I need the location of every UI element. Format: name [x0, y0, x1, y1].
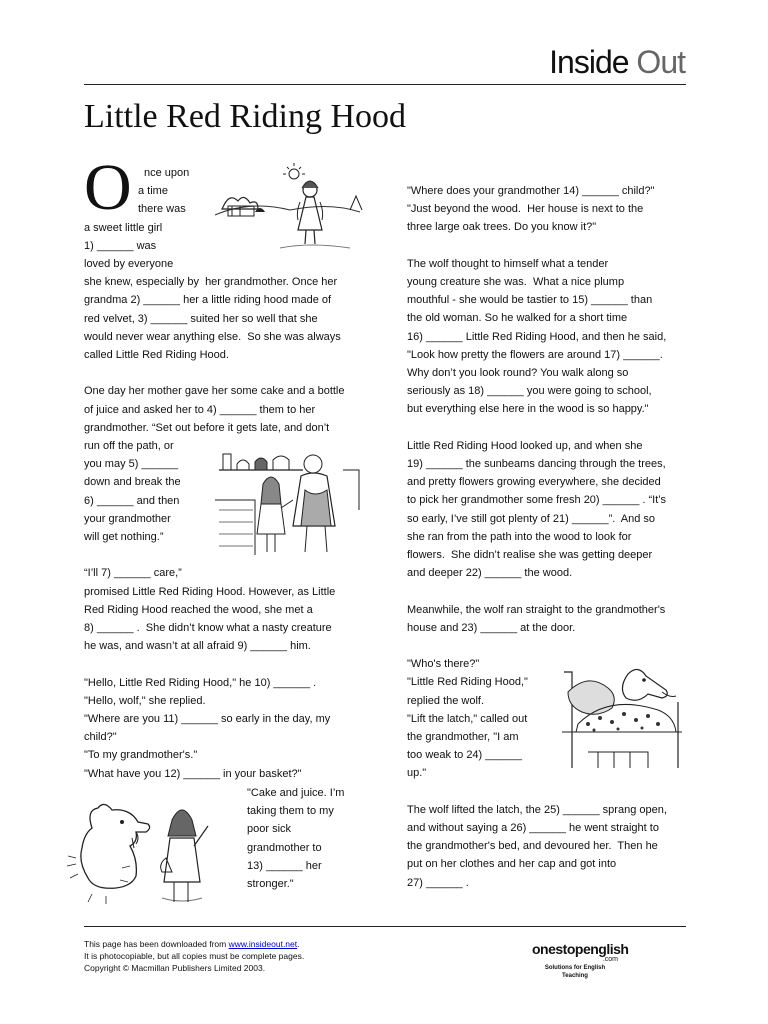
- page-title: Little Red Riding Hood: [84, 98, 407, 135]
- text-line: 6) ______ and then: [84, 494, 180, 507]
- footer-line-2: It is photocopiable, but all copies must be complete pages.: [84, 951, 305, 961]
- text-line: "What have you 12) ______ in your basket?": [84, 767, 302, 780]
- text-line: the old woman. So he walked for a short time: [407, 312, 628, 325]
- text-line: grandmother to: [247, 841, 322, 854]
- illustration-kitchen-scene: [213, 440, 366, 560]
- text-line: "To my grandmother's.": [84, 749, 198, 762]
- text-line: but everything else here in the wood is so happy.": [407, 403, 649, 416]
- text-line: 1) ______ was: [84, 239, 157, 252]
- text-line: too weak to 24) ______: [407, 749, 522, 762]
- text-line: poor sick: [247, 823, 292, 836]
- text-line: 8) ______ . She didn’t know what a nasty creature: [84, 622, 332, 635]
- text-line: grandma 2) ______ her a little riding hood made of: [84, 294, 332, 307]
- text-line: and pretty flowers growing everywhere, she decided: [407, 476, 661, 489]
- left-column-bottom-text: [247, 784, 344, 893]
- text-line: "Cake and juice. I’m: [247, 787, 345, 799]
- footer-notice: [84, 938, 304, 974]
- text-line: and deeper 22) ______ the wood.: [407, 567, 573, 580]
- text-line: flowers. She didn’t realise she was getting deeper: [407, 549, 653, 562]
- paragraph-gap: [407, 783, 667, 801]
- text-line: will get nothing.”: [84, 531, 164, 544]
- text-line: "Where are you 11) ______ so early in the day, my: [84, 713, 331, 726]
- text-line: Little Red Riding Hood looked up, and when she: [407, 439, 643, 452]
- text-line: there was: [138, 203, 186, 216]
- paragraph-gap: [407, 237, 667, 255]
- text-line: your grandmother: [84, 512, 171, 525]
- paragraph-gap: [407, 419, 667, 437]
- footer-download-text: This page has been downloaded from: [84, 939, 229, 949]
- text-line: "Just beyond the wood. Her house is next to the: [407, 203, 644, 216]
- illustration-wolf-in-bed: [558, 662, 686, 770]
- footer-website-link[interactable]: www.insideout.net: [228, 939, 298, 949]
- text-line: promised Little Red Riding Hood. However, as Little: [84, 585, 336, 598]
- text-line: a sweet little girl: [84, 221, 163, 234]
- text-line: you may 5) ______: [84, 458, 179, 471]
- text-line: "Lift the latch," called out: [407, 712, 528, 725]
- text-line: "Who's there?": [407, 658, 480, 671]
- logo-name: onestopenglish: [532, 941, 629, 957]
- text-line: loved by everyone: [84, 258, 174, 271]
- text-line: the grandmother's bed, and devoured her. Then he: [407, 840, 658, 853]
- bottom-rule: [84, 926, 686, 927]
- text-line: so early, I’ve still got plenty of 21) ______”. And so: [407, 512, 656, 525]
- text-line: to pick her grandmother some fresh 20) ______ . “It’s: [407, 494, 667, 507]
- text-line: replied the wolf.: [407, 694, 485, 707]
- text-line: three large oak trees. Do you know it?": [407, 221, 597, 234]
- footer-period: .: [297, 939, 300, 949]
- brand-inside: Inside: [549, 44, 629, 80]
- text-line: run off the path, or: [84, 440, 174, 453]
- footer-line-3: Copyright © Macmillan Publishers Limited 2003.: [84, 963, 266, 973]
- text-line: "Hello, wolf," she replied.: [84, 694, 206, 707]
- text-line: Meanwhile, the wolf ran straight to the grandmother's: [407, 603, 666, 616]
- text-line: would never wear anything else. So she was always: [84, 330, 341, 343]
- text-line: taking them to my: [247, 805, 334, 818]
- text-line: the grandmother, "I am: [407, 731, 519, 744]
- brand-out: Out: [636, 44, 685, 80]
- text-line: 19) ______ the sunbeams dancing through the trees,: [407, 458, 666, 471]
- text-line: put on her clothes and her cap and got into: [407, 858, 617, 871]
- illustration-wolf-and-girl: [62, 798, 240, 910]
- right-column-text: [407, 182, 667, 892]
- text-line: Red Riding Hood reached the wood, she met a: [84, 603, 313, 616]
- logo-tagline: Solutions for English Teaching: [544, 965, 606, 979]
- text-line: 16) ______ Little Red Riding Hood, and then he said,: [407, 330, 667, 343]
- top-rule: [84, 84, 686, 85]
- text-line: "Hello, Little Red Riding Hood," he 10) ______ .: [84, 676, 317, 689]
- text-line: seriously as 18) ______ you were going to school,: [407, 385, 652, 398]
- text-line: The wolf thought to himself what a tender: [407, 257, 609, 270]
- text-line: "Little Red Riding Hood,": [407, 676, 528, 689]
- paragraph-gap: [407, 637, 667, 655]
- text-line: child?": [84, 731, 117, 744]
- text-line: grandmother. “Set out before it gets late, and don’t: [84, 421, 330, 434]
- text-line: 13) ______ her: [247, 859, 322, 872]
- text-line: "Where does your grandmother 14) ______ child?": [407, 185, 655, 197]
- text-line: she ran from the path into the wood to look for: [407, 530, 632, 543]
- text-line: a time: [138, 185, 168, 198]
- text-line: mouthful - she would be tastier to 15) ______ than: [407, 294, 653, 307]
- text-line: The wolf lifted the latch, the 25) ______ sprang open,: [407, 803, 667, 816]
- drop-cap: O: [84, 151, 132, 224]
- brand-logo: [549, 44, 685, 81]
- paragraph-gap: [84, 364, 345, 382]
- text-line: 27) ______ .: [407, 876, 469, 889]
- text-line: she knew, especially by her grandmother. Once her: [84, 276, 338, 289]
- text-line: stronger.": [247, 878, 294, 891]
- illustration-girl-landscape: [210, 160, 365, 254]
- text-line: called Little Red Riding Hood.: [84, 349, 229, 362]
- text-line: Why don’t you look round? You walk along so: [407, 367, 629, 380]
- text-line: red velvet, 3) ______ suited her so well that she: [84, 312, 318, 325]
- text-line: young creature she was. What a nice plump: [407, 276, 625, 288]
- paragraph-gap: [407, 582, 667, 600]
- text-line: up.": [407, 767, 427, 780]
- footer-line-1: [84, 938, 304, 950]
- text-line: house and 23) ______ at the door.: [407, 621, 576, 634]
- text-line: and without saying a 26) ______ he went straight to: [407, 822, 659, 835]
- onestopenglish-logo: [532, 941, 629, 980]
- text-line: of juice and asked her to 4) ______ them to her: [84, 403, 316, 416]
- paragraph-gap: [84, 655, 345, 673]
- text-line: nce upon: [144, 167, 190, 179]
- text-line: “I’ll 7) ______ care,”: [84, 567, 182, 580]
- text-line: One day her mother gave her some cake and a bottle: [84, 385, 345, 398]
- text-line: he was, and wasn’t at all afraid 9) ______ him.: [84, 640, 311, 653]
- logo-domain: .com: [602, 956, 618, 963]
- text-line: down and break the: [84, 476, 181, 489]
- text-line: "Look how pretty the flowers are around 17) ______.: [407, 348, 663, 361]
